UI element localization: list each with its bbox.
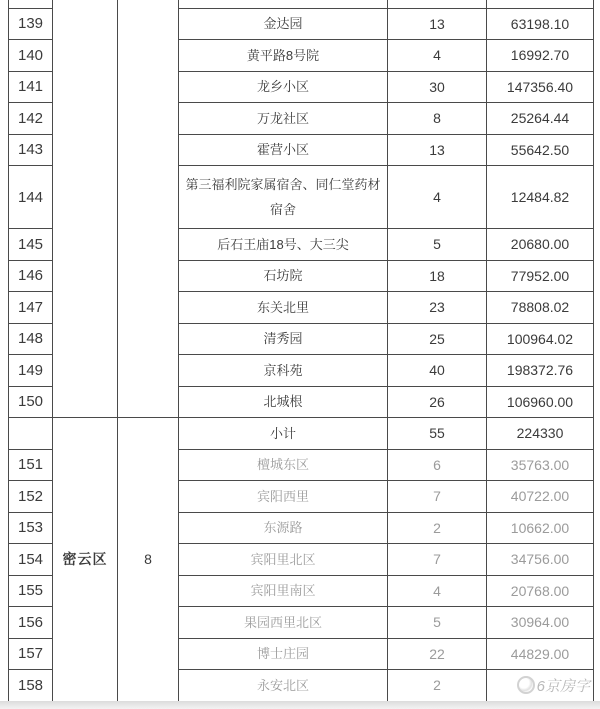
units-cell: 25	[388, 323, 487, 355]
units-cell: 2	[388, 670, 487, 702]
seq-cell: 155	[9, 575, 53, 607]
units-cell: 22	[388, 638, 487, 670]
units-cell: 7	[388, 481, 487, 513]
seq-cell: 143	[9, 134, 53, 166]
seq-cell: 151	[9, 449, 53, 481]
units-cell: 4	[388, 166, 487, 229]
amount-cell: 106960.00	[487, 386, 594, 418]
seq-cell: 146	[9, 260, 53, 292]
units-cell: 13	[388, 134, 487, 166]
amount-cell	[487, 670, 594, 702]
units-cell: 26	[388, 386, 487, 418]
amount-cell: 40722.00	[487, 481, 594, 513]
units-cell: 23	[388, 292, 487, 324]
amount-cell: 25264.44	[487, 103, 594, 135]
seq-cell: 157	[9, 638, 53, 670]
units-cell: 30	[388, 71, 487, 103]
community-cell: 龙乡小区	[179, 71, 388, 103]
community-cell: 京科苑	[179, 355, 388, 387]
seq-cell: 150	[9, 386, 53, 418]
subtotal-row	[9, 418, 594, 450]
community-cell: 檀城东区	[179, 449, 388, 481]
seq-cell: 153	[9, 512, 53, 544]
community-cell: 石坊院	[179, 260, 388, 292]
seq-cell: 152	[9, 481, 53, 513]
units-cell: 5	[388, 229, 487, 261]
watermark-seal-icon	[517, 676, 535, 694]
subtotal-units-cell: 55	[388, 418, 487, 450]
units-cell: 6	[388, 449, 487, 481]
amount-cell: 20680.00	[487, 229, 594, 261]
community-cell: 博士庄园	[179, 638, 388, 670]
seq-cell: 142	[9, 103, 53, 135]
amount-cell: 55642.50	[487, 134, 594, 166]
amount-cell: 30964.00	[487, 607, 594, 639]
community-cell: 金达园	[179, 8, 388, 40]
community-cell: 东源路	[179, 512, 388, 544]
district-count-cell	[118, 0, 179, 418]
seq-cell: 148	[9, 323, 53, 355]
subtotal-label-cell: 小计	[179, 418, 388, 450]
units-cell: 4	[388, 575, 487, 607]
table-row-partial	[9, 0, 594, 8]
units-cell: 40	[388, 355, 487, 387]
amount-cell: 198372.76	[487, 355, 594, 387]
amount-cell: 34756.00	[487, 544, 594, 576]
seq-cell: 158	[9, 670, 53, 702]
community-cell: 万龙社区	[179, 103, 388, 135]
seq-cell	[9, 0, 53, 8]
image-bottom-shadow	[0, 701, 600, 709]
community-cell	[179, 0, 388, 8]
community-cell: 宾阳里南区	[179, 575, 388, 607]
amount-cell: 16992.70	[487, 40, 594, 72]
seq-cell: 156	[9, 607, 53, 639]
units-cell: 13	[388, 8, 487, 40]
seq-cell: 145	[9, 229, 53, 261]
units-cell: 2	[388, 512, 487, 544]
amount-cell: 12484.82	[487, 166, 594, 229]
amount-cell: 63198.10	[487, 8, 594, 40]
community-cell: 后石王庙18号、大三尖	[179, 229, 388, 261]
units-cell: 5	[388, 607, 487, 639]
seq-cell	[9, 418, 53, 450]
community-cell: 北城根	[179, 386, 388, 418]
district-count-cell: 8	[118, 418, 179, 702]
seq-cell: 144	[9, 166, 53, 229]
amount-cell: 44829.00	[487, 638, 594, 670]
community-cell: 果园西里北区	[179, 607, 388, 639]
seq-cell: 149	[9, 355, 53, 387]
community-cell: 霍营小区	[179, 134, 388, 166]
community-cell: 宾阳里北区	[179, 544, 388, 576]
district-name-cell: 密云区	[53, 418, 118, 702]
community-cell: 第三福利院家属宿舍、同仁堂药材宿舍	[179, 166, 388, 229]
seq-cell: 140	[9, 40, 53, 72]
units-cell: 4	[388, 40, 487, 72]
community-cell: 东关北里	[179, 292, 388, 324]
amount-cell: 20768.00	[487, 575, 594, 607]
amount-cell: 77952.00	[487, 260, 594, 292]
amount-cell: 147356.40	[487, 71, 594, 103]
community-cell: 宾阳西里	[179, 481, 388, 513]
seq-cell: 141	[9, 71, 53, 103]
community-cell: 黄平路8号院	[179, 40, 388, 72]
amount-cell: 100964.02	[487, 323, 594, 355]
units-cell: 7	[388, 544, 487, 576]
seq-cell: 154	[9, 544, 53, 576]
seq-cell: 139	[9, 8, 53, 40]
units-cell: 18	[388, 260, 487, 292]
subtotal-amount-cell: 224330	[487, 418, 594, 450]
amount-cell: 10662.00	[487, 512, 594, 544]
district-name-cell	[53, 0, 118, 418]
community-cell: 永安北区	[179, 670, 388, 702]
watermark-text: 6京房字	[536, 677, 590, 695]
seq-cell: 147	[9, 292, 53, 324]
units-cell: 8	[388, 103, 487, 135]
units-cell	[388, 0, 487, 8]
amount-cell: 35763.00	[487, 449, 594, 481]
amount-cell: 78808.02	[487, 292, 594, 324]
subsidy-table	[8, 0, 594, 702]
watermark	[487, 675, 593, 696]
amount-cell	[487, 0, 594, 8]
community-cell: 清秀园	[179, 323, 388, 355]
